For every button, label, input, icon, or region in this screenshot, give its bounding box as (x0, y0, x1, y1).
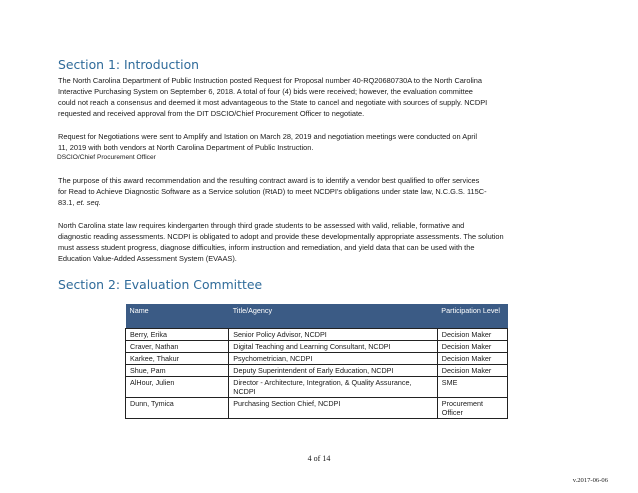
table-row (126, 341, 508, 353)
overlay-note: DSCIO/Chief Procurement Officer (57, 154, 156, 161)
text-line: Interactive Purchasing System on September 6, 2018. A total of four (4) bids were received; however, the evaluation committee (58, 87, 473, 96)
text-line: for Read to Achieve Diagnostic Software as a Service solution (RtAD) to meet NCDPI’s obligations under state law, N.C.G.S. 115C- (58, 187, 487, 196)
table-row (126, 353, 508, 365)
text-line: The purpose of this award recommendation and the resulting contract award is to identify a vendor best qualified to offer services (58, 176, 480, 185)
column-header-level: Participation Level (437, 304, 507, 329)
text-line: requested and received approval from the DIT DSCIO/Chief Procurement Officer to negotiate. (58, 109, 365, 118)
cell-level: Decision Maker (437, 341, 507, 353)
text-line: North Carolina state law requires kindergarten through third grade students to be assessed with valid, reliable, formative and (58, 221, 465, 230)
cell-name: Karkee, Thakur (126, 353, 229, 365)
page-number: 4 of 14 (307, 454, 331, 463)
cell-name: Shue, Pam (126, 365, 229, 377)
cell-title: Psychometrician, NCDPI (229, 353, 438, 365)
cell-level: Decision Maker (437, 365, 507, 377)
intro-paragraph-1 (58, 75, 582, 119)
cell-level: Decision Maker (437, 353, 507, 365)
cell-title: Digital Teaching and Learning Consultant, NCDPI (229, 341, 438, 353)
cell-title: Senior Policy Advisor, NCDPI (229, 329, 438, 341)
intro-paragraph-2 (58, 131, 582, 153)
intro-paragraph-3 (58, 175, 582, 208)
cell-title: Director - Architecture, Integration, & Quality Assurance, NCDPI (229, 377, 438, 398)
cell-level: SME (437, 377, 507, 398)
column-header-title: Title/Agency (229, 304, 438, 329)
table-row (126, 398, 508, 419)
text-line: Request for Negotiations were sent to Amplify and Istation on March 28, 2019 and negotiation meetings were conducted on April (58, 132, 478, 141)
statute-italic: et. seq. (76, 198, 101, 207)
cell-name: Berry, Erika (126, 329, 229, 341)
section1-heading: Section 1: Introduction (58, 57, 200, 72)
table-row (126, 329, 508, 341)
text-line: could not reach a consensus and deemed it most advantageous to the State to cancel and negotiate with sources of supply. NCDPI (58, 98, 488, 107)
column-header-name: Name (126, 304, 229, 329)
table-header-row (126, 304, 508, 329)
text-line: diagnostic reading assessments. NCDPI is obligated to adopt and provide these developmentally appropriate assessments. The solution (58, 232, 504, 241)
text-line: 11, 2019 with both vendors at North Carolina Department of Public Instruction. (58, 143, 314, 152)
text-line (58, 197, 582, 208)
text-line: must assess student progress, diagnose difficulties, inform instruction and remediation, and yield data that can be used with the (58, 243, 475, 252)
version-label: v.2017-06-06 (572, 477, 608, 484)
statute-text: 83.1, (58, 198, 77, 207)
cell-name: AlHour, Julien (126, 377, 229, 398)
cell-level: Procurement Officer (437, 398, 507, 419)
evaluation-committee-table (125, 304, 508, 419)
cell-title: Deputy Superintendent of Early Education, NCDPI (229, 365, 438, 377)
cell-level: Decision Maker (437, 329, 507, 341)
cell-name: Dunn, Tymica (126, 398, 229, 419)
table-row (126, 365, 508, 377)
cell-title: Purchasing Section Chief, NCDPI (229, 398, 438, 419)
text-line: Education Value-Added Assessment System (EVAAS). (58, 254, 237, 263)
table-row (126, 377, 508, 398)
section2-heading: Section 2: Evaluation Committee (58, 277, 263, 292)
text-line: The North Carolina Department of Public Instruction posted Request for Proposal number 40-RQ20680730A to the North Carolina (58, 76, 482, 85)
cell-name: Craver, Nathan (126, 341, 229, 353)
intro-paragraph-4 (58, 220, 582, 264)
